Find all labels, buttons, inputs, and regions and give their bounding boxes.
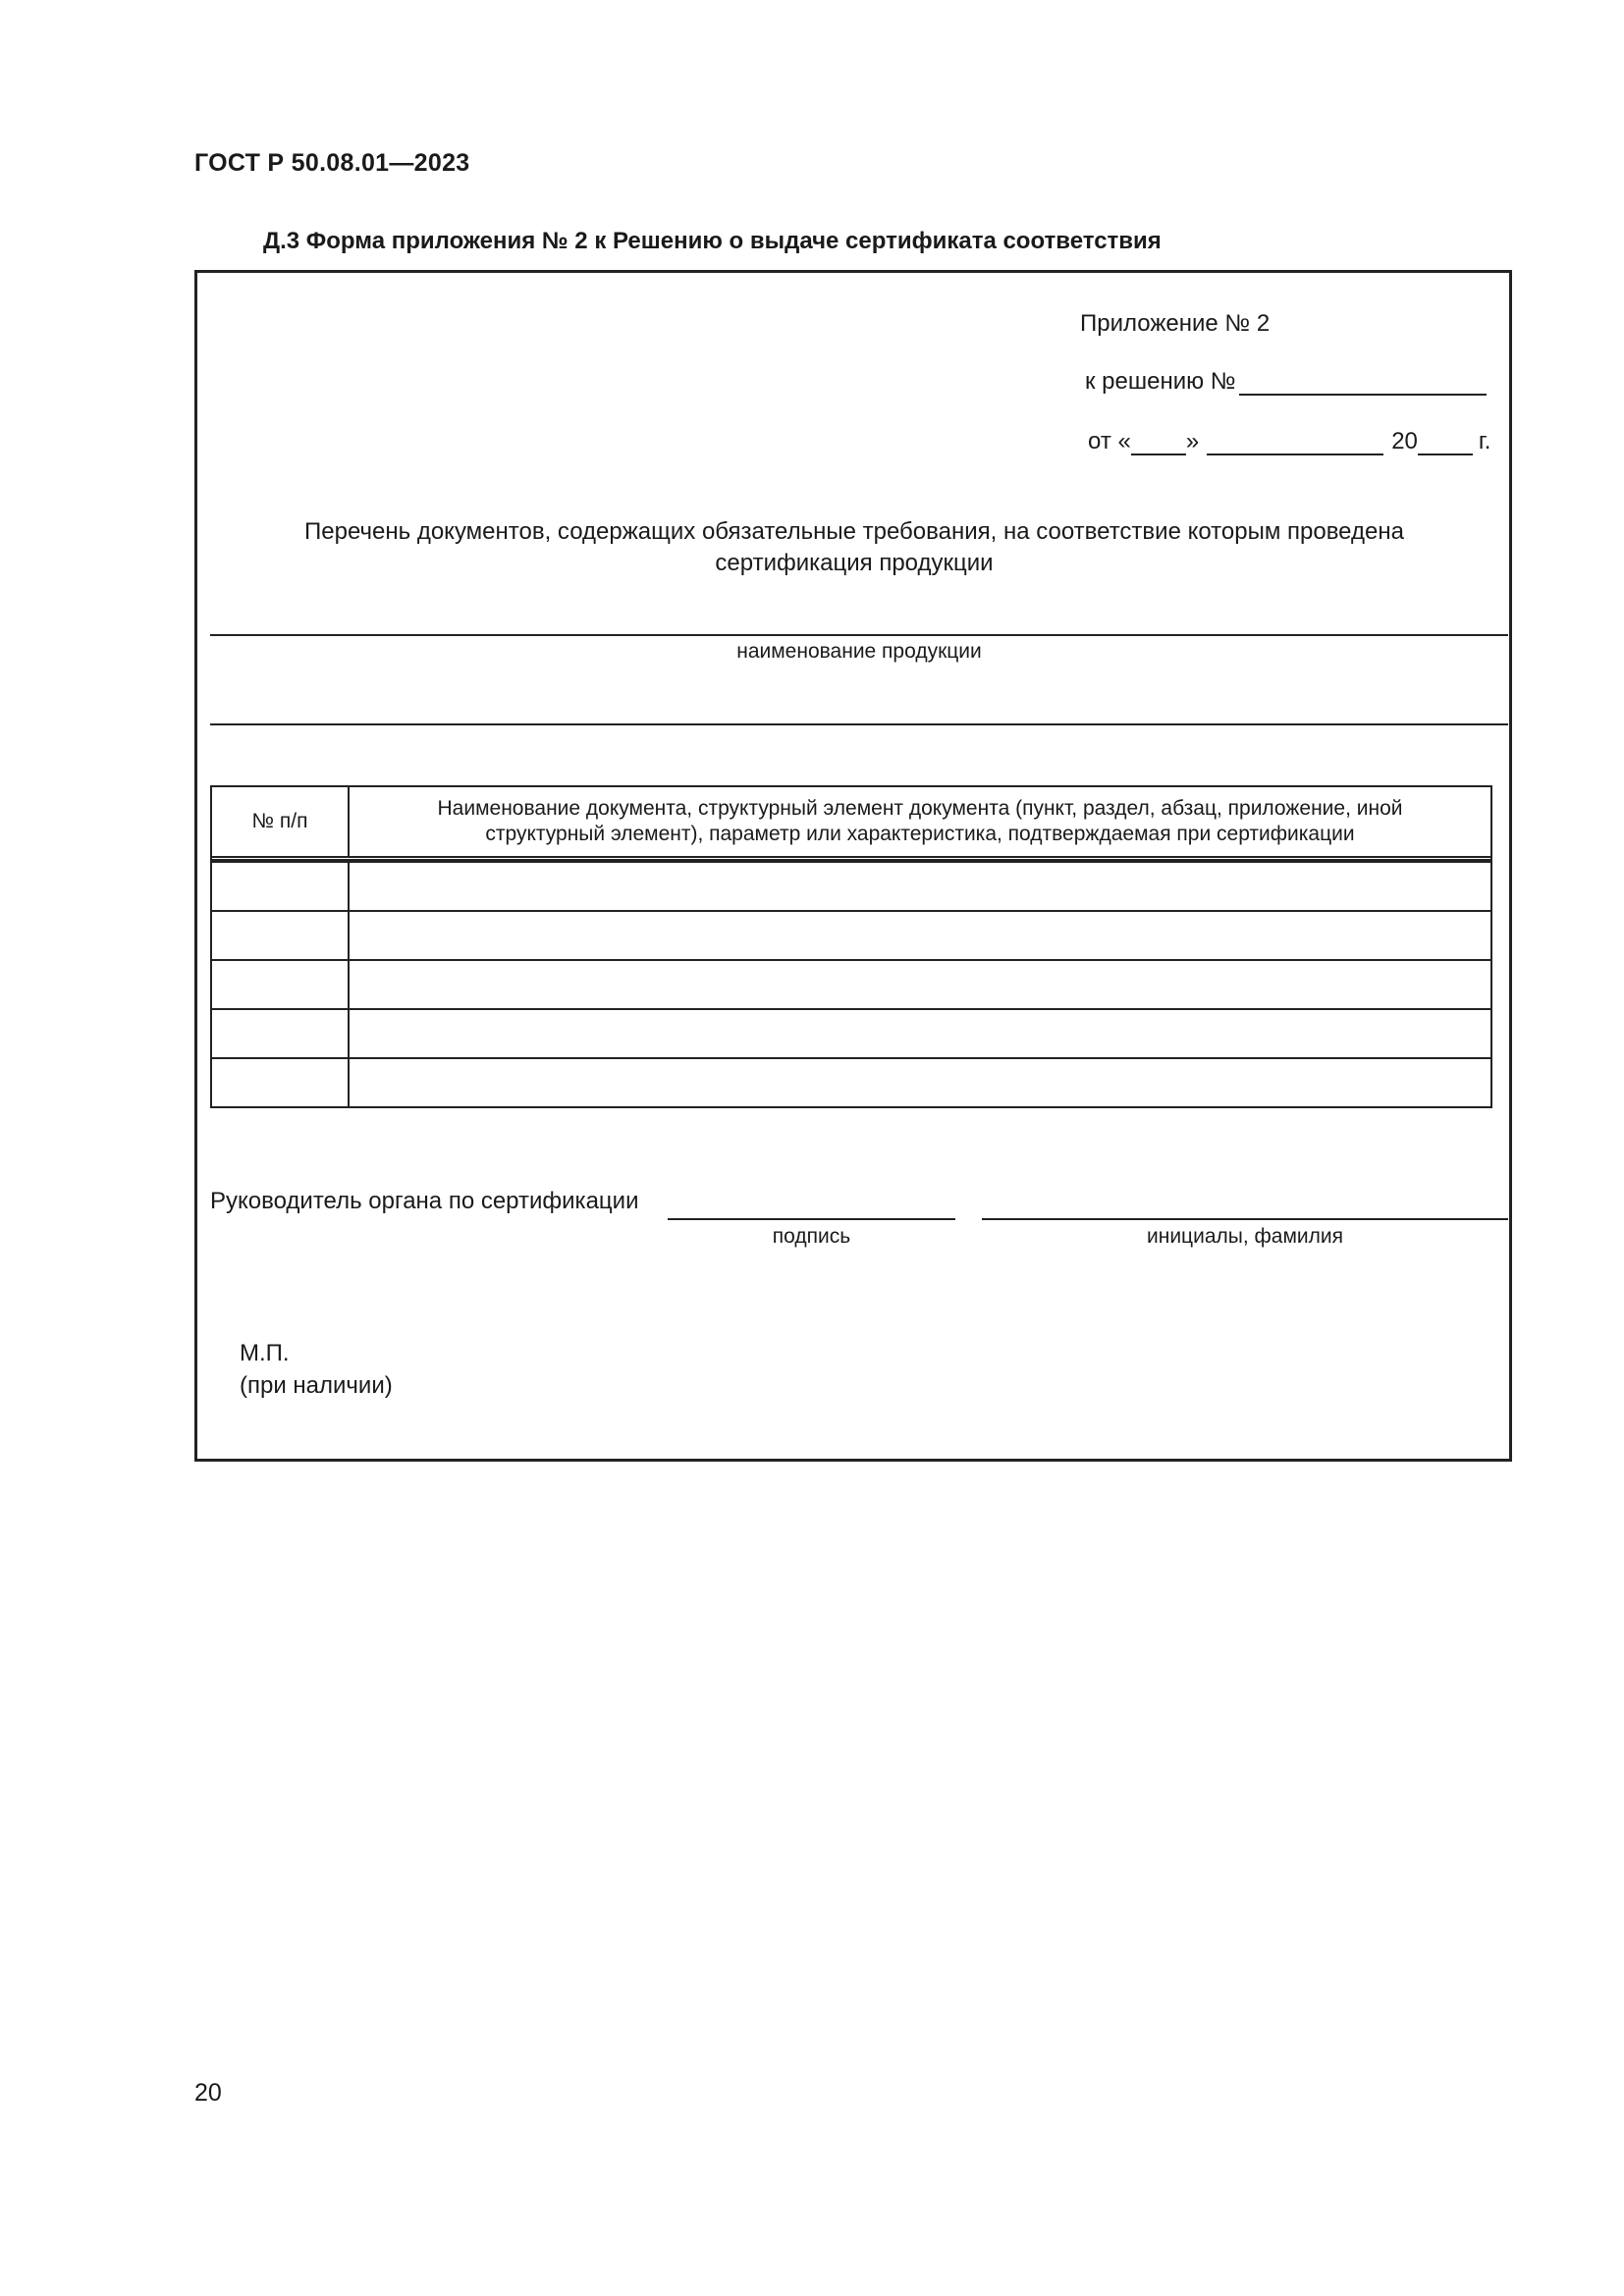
product-caption: наименование продукции bbox=[736, 640, 982, 663]
table-cell-number[interactable] bbox=[212, 1010, 350, 1057]
name-line[interactable] bbox=[982, 1218, 1508, 1220]
stamp-block bbox=[240, 1337, 393, 1402]
annex-label: Приложение № 2 bbox=[1080, 310, 1271, 337]
decision-date-line bbox=[1088, 428, 1490, 455]
signature-caption: подпись bbox=[772, 1225, 851, 1248]
product-name-line[interactable] bbox=[210, 634, 1508, 636]
date-year-prefix: 20 bbox=[1391, 428, 1418, 454]
stamp-label: М.П. bbox=[240, 1340, 290, 1366]
product-name-line-2[interactable] bbox=[210, 723, 1508, 725]
table-row bbox=[212, 1008, 1490, 1057]
table-cell-number[interactable] bbox=[212, 1059, 350, 1106]
date-year-suffix: г. bbox=[1478, 428, 1491, 454]
decision-label: к решению № bbox=[1085, 368, 1236, 395]
date-quote-close: » bbox=[1185, 428, 1200, 454]
stamp-note: (при наличии) bbox=[240, 1372, 393, 1399]
documents-table bbox=[210, 785, 1492, 1108]
table-cell-document[interactable] bbox=[350, 1010, 1490, 1057]
table-header bbox=[212, 787, 1490, 861]
signature-label: Руководитель органа по сертификации bbox=[210, 1188, 639, 1214]
table-row bbox=[212, 959, 1490, 1008]
table-row bbox=[212, 1057, 1490, 1106]
table-row bbox=[212, 910, 1490, 959]
table-cell-document[interactable] bbox=[350, 912, 1490, 959]
decision-number-blank[interactable] bbox=[1239, 370, 1487, 396]
date-prefix: от « bbox=[1088, 428, 1131, 454]
name-caption: инициалы, фамилия bbox=[1147, 1225, 1343, 1248]
date-month-blank[interactable] bbox=[1207, 430, 1383, 455]
table-cell-document[interactable] bbox=[350, 1059, 1490, 1106]
column-header-document: Наименование документа, структурный элемент документа (пункт, раздел, абзац, приложение, иной структурный элемент), параметр или характеристика, подтверждаемая при сертификации bbox=[437, 797, 1403, 845]
table-cell-number[interactable] bbox=[212, 912, 350, 959]
table-row bbox=[212, 861, 1490, 910]
page-number: 20 bbox=[194, 2079, 222, 2107]
table-cell-document[interactable] bbox=[350, 961, 1490, 1008]
table-cell-number[interactable] bbox=[212, 961, 350, 1008]
table-cell-document[interactable] bbox=[350, 863, 1490, 910]
date-day-blank[interactable] bbox=[1131, 430, 1186, 455]
column-header-number: № п/п bbox=[212, 787, 350, 856]
list-title: Перечень документов, содержащих обязательные требования, на соответствие которым проведена сертификация продукции bbox=[304, 518, 1404, 576]
document-code: ГОСТ Р 50.08.01—2023 bbox=[194, 149, 470, 177]
section-title: Д.3 Форма приложения № 2 к Решению о выдаче сертификата соответствия bbox=[263, 228, 1162, 254]
date-year-blank[interactable] bbox=[1418, 430, 1473, 455]
table-cell-number[interactable] bbox=[212, 863, 350, 910]
decision-number-line bbox=[1085, 368, 1489, 396]
signature-line[interactable] bbox=[668, 1218, 955, 1220]
